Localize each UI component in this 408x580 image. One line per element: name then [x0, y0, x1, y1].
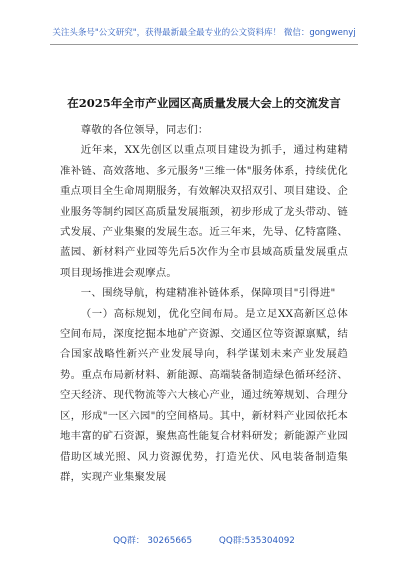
greeting: 尊敬的各位领导，同志们：: [80, 124, 209, 136]
footer-qq-group-2: QQ群:535304092: [218, 536, 295, 546]
paragraph: （一）高标规划，优化空间布局。是立足XX高新区总体空间布局，深度挖掘本地矿产资源、交通区位等资源禀赋，结合国家战略性新兴产业发展导向，科学谋划未来产业发展趋势。重点布局新材料、新能源、高端装备制造绿色循环经济、空天经济、现代物流等六大核心产业，通过统筹规划、合理分区，形成"一区六园"的空间格局。其中，新材料产业园依托本地丰富的矿石资源，聚焦高性能复合材料研发；新能源产业园借助区域光照、风力资源优势，打造光伏、风电装备制造集群，实现产业集聚发展: [60, 307, 348, 483]
document-body: [60, 118, 348, 487]
header-banner: 关注头条号"公文研究"，获得最新最全最专业的公文资料库！ 微信：gongwenyj: [52, 28, 356, 38]
footer-qq-group-1: QQ群： 30265665: [113, 536, 193, 546]
paragraph: 近年来，XX先创区以重点项目建设为抓手，通过构建精准补链、高效落地、多元服务"三维一体"服务体系，持续优化重点项目全生命周期服务，有效解决双招双引、项目建设、企业服务等制约园区高质量发展瓶颈，初步形成了龙头带动、链式发展、产业集聚的发展生态。近三年来，先导、亿特富隆、蓝园、新材料产业园等先后5次作为全市县域高质量发展重点项目现场推进会观摩点。: [60, 144, 348, 279]
section-heading: 一、围绕导航，构建精准补链体系，保障项目"引得进": [80, 287, 336, 300]
header-divider: [50, 44, 358, 45]
document-title: 在2025年全市产业园区高质量发展大会上的交流发言: [67, 96, 341, 110]
footer: [0, 533, 408, 546]
